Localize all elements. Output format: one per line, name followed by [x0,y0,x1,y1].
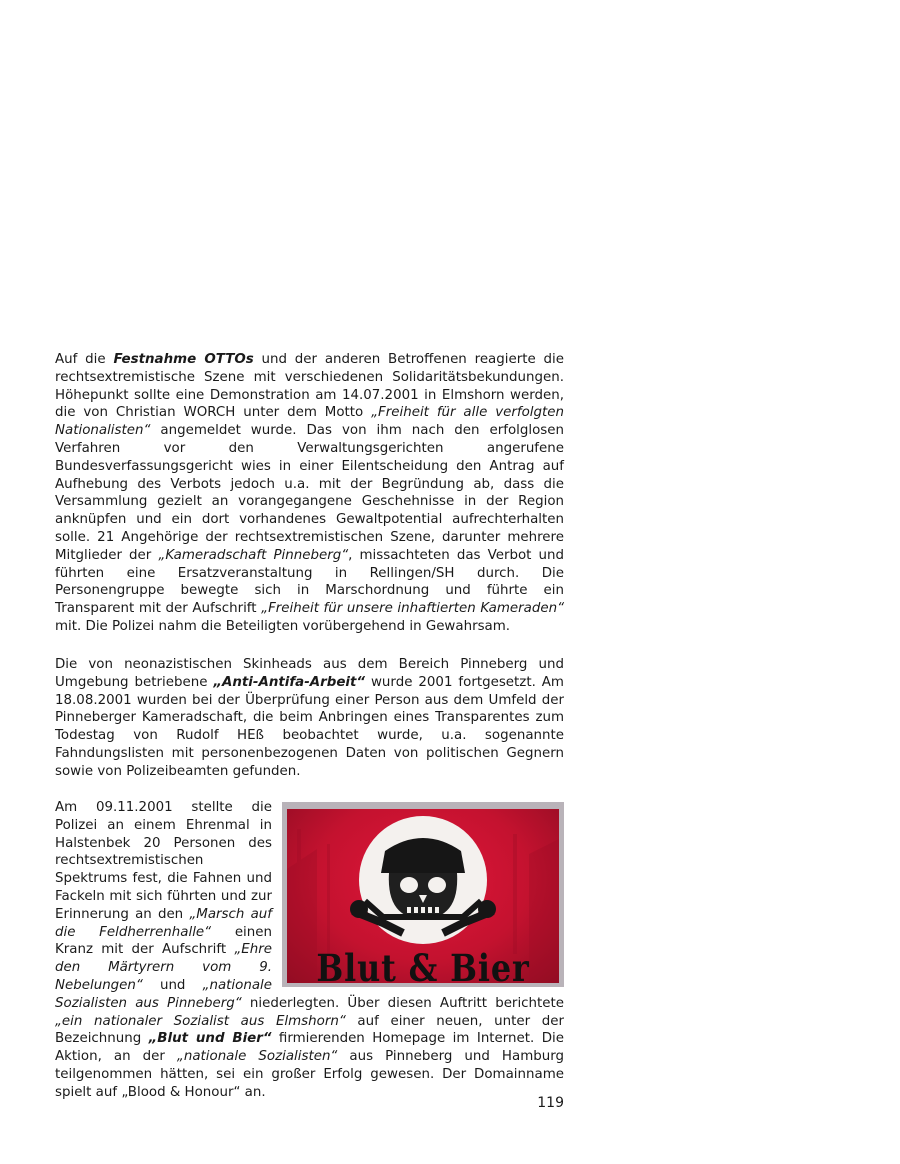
quote-motto: „Freiheit für alle verfolgten Nationalisten“ [55,405,564,439]
text-run: mit. Die Polizei nahm die Beteiligten vorübergehend in Gewahrsam. [55,618,511,634]
emphasis-blut-und-bier: „Blut und Bier“ [148,1031,272,1047]
quote-transparent: „Freiheit für unsere inhaftierten Kameraden“ [261,601,565,617]
page-number: 119 [537,1095,564,1111]
quote-nationale-sozialisten: „nationale Sozialisten“ [176,1049,338,1065]
text-run: Am 09.11.2001 stellte die Polizei an einem Ehrenmal in Halstenbek 20 Personen des rechtsextremistischen Spektrums fest, die Fahnen und Fackeln mit sich führten und zur Erinnerung an den [55,800,272,922]
emphasis-bold: Festnahme OTTOs [113,352,254,367]
text-run: angemeldet wurde. Das von ihm nach den erfolglosen Verfahren vor den Verwaltungsgerichten angerufene Bundesverfassungsgericht wies in einer Eilentscheidung den Antrag auf Aufhebung des Verbots jedoch u.a. mit der Begründung ab, dass die Versammlung gezielt an vorangegangene Geschehnisse in der Region anknüpfen und ein dort vorhandenes Gewaltpotential aufrechterhalten solle. 21 Angehörige der rechtsextremistischen Szene, darunter mehrere Mitglieder der [55,423,564,563]
text-run: , missachteten das Verbot und führten eine Ersatzveranstaltung in Rellingen/SH durch. Die Personengruppe bewegte sich in Marschordnung und führte ein Transparent mit der Aufschrift [55,547,564,617]
text-run: einen Kranz mit der Aufschrift [55,924,272,958]
paragraph-festnahme [55,351,564,636]
flag-photo [282,802,564,987]
text-run: und der anderen Betroffenen reagierte die rechtsextremistische Szene mit verschiedenen Solidaritätsbekundungen. Höhepunkt sollte eine Demonstration am 14.07.2001 in Elmshorn werden, die von Christian WORCH unter dem Motto [55,352,564,421]
quote-kameradschaft: „Kameradschaft Pinneberg“ [158,547,349,563]
text-run: aus Pinneberg und Hamburg teilgenommen hätten, sei ein großer Erfolg gewesen. Der Domainname spielt auf „Blood & Honour“ an. [55,1049,564,1100]
text-run: Auf die [55,352,114,367]
quote-sozialisten-pinneberg: „nationale Sozialisten aus Pinneberg“ [55,977,272,1011]
paragraph-anti-antifa [55,656,564,781]
flag-lettering: Blut & Bier [316,946,530,983]
text-run: firmierenden Homepage im Internet. Die Aktion, an der [55,1031,565,1065]
text-run: wurde 2001 fortgesetzt. Am 18.08.2001 wurden bei der Überprüfung einer Person aus dem Umfeld der Pinneberger Kameradschaft, die beim Anbringen eines Transparentes zum Todestag von Rudolf HEß beobachtet wurde, u.a. sogenannte Fahndungslisten mit personenbezogenen Daten von politischen Gegnern sowie von Polizeibeamten gefunden. [55,674,564,779]
text-run: Die von neonazistischen Skinheads aus dem Bereich Pinneberg und Umgebung betriebene [55,657,564,690]
quote-kranz: „Ehre den Märtyrern vom 9. Nebelungen“ [55,942,272,993]
text-run: auf einer neuen, unter der Bezeichnung [55,1013,564,1047]
red-flag [287,809,559,983]
text-run: niederlegten. Über diesen Auftritt berichtete [241,995,564,1011]
text-run: und [142,977,203,993]
quote-marsch: „Marsch auf die Feldherrenhalle“ [55,906,272,940]
emphasis-bold: „Anti-Antifa-Arbeit“ [213,674,366,690]
quote-elmshorn: „ein nationaler Sozialist aus Elmshorn“ [55,1013,346,1029]
paragraph-halstenbek [55,799,564,1102]
